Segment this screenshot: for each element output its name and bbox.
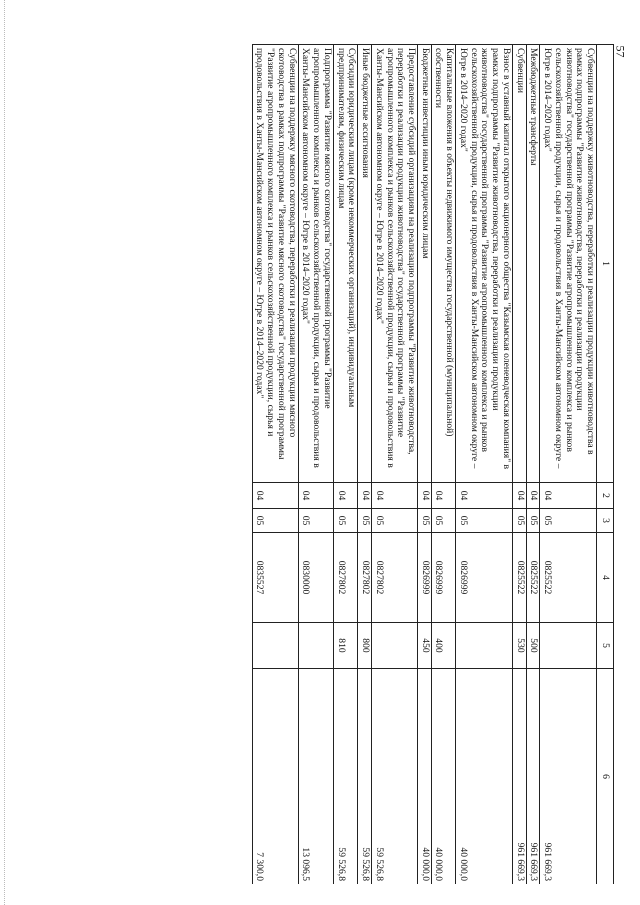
- header-col-3: 3: [597, 509, 614, 533]
- row-subsection: 05: [456, 509, 513, 533]
- row-amount: 59 526,8: [372, 669, 418, 885]
- row-subsection: 05: [526, 509, 540, 533]
- row-amount: 13 096,5: [298, 669, 333, 885]
- row-section: 04: [526, 483, 540, 509]
- header-col-6: 6: [597, 669, 614, 885]
- row-name: Взнос в уставный капитал открытого акционерного общества "Казымская оленеводческая компания" в рамках подпрограммы "Развитие животноводства, переработки и реализации продукции животноводства" государственной программы "Развитие агропромышленного комплекса и рынков сельскохозяйственной продукции, сырья и продовольствия в Ханты-Мансийском автономном округе – Югре в 2014–2020 годах": [456, 45, 513, 483]
- rotated-table-frame: [84, 44, 614, 884]
- row-section: 04: [333, 483, 357, 509]
- row-target-code: 0825522: [526, 533, 540, 623]
- row-name: Субвенции: [512, 45, 526, 483]
- table-row: [540, 45, 597, 885]
- table-row: [298, 45, 333, 885]
- table-row: [512, 45, 526, 885]
- row-subsection: 05: [417, 509, 431, 533]
- row-subsection: 05: [358, 509, 372, 533]
- row-target-code: 0830000: [298, 533, 333, 623]
- row-amount: 7 300,0: [252, 669, 298, 885]
- row-section: 04: [358, 483, 372, 509]
- header-col-4: 4: [597, 533, 614, 623]
- table-row: [358, 45, 372, 885]
- row-target-code: 0825522: [540, 533, 597, 623]
- row-section: 04: [298, 483, 333, 509]
- scan-edge: [4, 0, 8, 905]
- page-number: 57: [613, 45, 628, 58]
- row-target-code: 0826999: [417, 533, 431, 623]
- row-expense-type: [252, 623, 298, 669]
- row-amount: 59 526,8: [333, 669, 357, 885]
- row-amount: 961 669,3: [526, 669, 540, 885]
- header-col-5: 5: [597, 623, 614, 669]
- row-name: Иные бюджетные ассигнования: [358, 45, 372, 483]
- row-expense-type: 810: [333, 623, 357, 669]
- row-target-code: 0827802: [358, 533, 372, 623]
- table-row: [417, 45, 431, 885]
- row-name: Субсидии юридическим лицам (кроме некоммерческих организаций), индивидуальным предпринимателям, физическим лицам: [333, 45, 357, 483]
- row-target-code: 0835527: [252, 533, 298, 623]
- row-target-code: 0825522: [512, 533, 526, 623]
- row-expense-type: 500: [526, 623, 540, 669]
- row-section: 04: [456, 483, 513, 509]
- table-row: [431, 45, 455, 885]
- row-subsection: 05: [333, 509, 357, 533]
- row-name: Капитальные вложения в объекты недвижимого имущества государственной (муниципальной) собственности: [431, 45, 455, 483]
- row-target-code: 0827802: [333, 533, 357, 623]
- rotated-page: [84, 44, 614, 884]
- row-target-code: 0826999: [456, 533, 513, 623]
- table-row: [252, 45, 298, 885]
- row-expense-type: 450: [417, 623, 431, 669]
- table-row: [456, 45, 513, 885]
- table-row: [526, 45, 540, 885]
- row-amount: 40 000,0: [456, 669, 513, 885]
- row-section: 04: [372, 483, 418, 509]
- row-amount: 59 526,8: [358, 669, 372, 885]
- header-col-1: 1: [597, 45, 614, 483]
- row-name: Бюджетные инвестиции иным юридическим лицам: [417, 45, 431, 483]
- row-name: Предоставление субсидий организациям на реализацию подпрограммы "Развитие животноводства, переработки и реализации продукции животноводства" государственной программы "Развитие агропромышленного комплекса и рынков сельскохозяйственной продукции, сырья и продовольствия в Ханты-Мансийском автономном округе – Югре в 2014–2020 годах": [372, 45, 418, 483]
- row-expense-type: [298, 623, 333, 669]
- row-subsection: 05: [431, 509, 455, 533]
- row-amount: 961 669,3: [512, 669, 526, 885]
- row-name: Межбюджетные трансферты: [526, 45, 540, 483]
- table-row: [372, 45, 418, 885]
- row-target-code: 0826999: [431, 533, 455, 623]
- header-col-2: 2: [597, 483, 614, 509]
- row-expense-type: 530: [512, 623, 526, 669]
- row-name: Субвенции на поддержку мясного скотоводства, переработки и реализации продукции мясного скотоводства в рамках подпрограммы "Развитие мясного скотоводства" государственной программы "Развитие агропромышленного комплекса и рынков сельскохозяйственной продукции, сырья и продовольствия в Ханты-Мансийском автономном округе – Югре в 2014–2020 годах": [252, 45, 298, 483]
- row-section: 04: [540, 483, 597, 509]
- row-section: 04: [431, 483, 455, 509]
- budget-table: [252, 44, 614, 884]
- row-name: Субвенции на поддержку животноводства, переработки и реализации продукции животноводства в рамках подпрограммы "Развитие животноводства, переработки и реализации продукции животноводства" государственной программы "Развитие агропромышленного комплекса и рынков сельскохозяйственной продукции, сырья и продовольствия в Ханты-Мансийском автономном округе – Югре в 2014–2020 годах": [540, 45, 597, 483]
- row-expense-type: [540, 623, 597, 669]
- row-subsection: 05: [298, 509, 333, 533]
- row-section: 04: [512, 483, 526, 509]
- header-row: [597, 45, 614, 885]
- row-section: 04: [252, 483, 298, 509]
- table-row: [333, 45, 357, 885]
- row-expense-type: [456, 623, 513, 669]
- row-expense-type: 800: [358, 623, 372, 669]
- row-expense-type: [372, 623, 418, 669]
- row-expense-type: 400: [431, 623, 455, 669]
- row-subsection: 05: [252, 509, 298, 533]
- row-section: 04: [417, 483, 431, 509]
- row-subsection: 05: [512, 509, 526, 533]
- row-amount: 40 000,0: [431, 669, 455, 885]
- row-amount: 40 000,0: [417, 669, 431, 885]
- row-subsection: 05: [540, 509, 597, 533]
- row-name: Подпрограмма "Развитие мясного скотоводства" государственной программы "Развитие агропромышленного комплекса и рынков сельскохозяйственной продукции, сырья и продовольствия в Ханты-Мансийском автономном округе – Югре в 2014–2020 годах": [298, 45, 333, 483]
- row-amount: 961 669,3: [540, 669, 597, 885]
- row-target-code: 0827802: [372, 533, 418, 623]
- row-subsection: 05: [372, 509, 418, 533]
